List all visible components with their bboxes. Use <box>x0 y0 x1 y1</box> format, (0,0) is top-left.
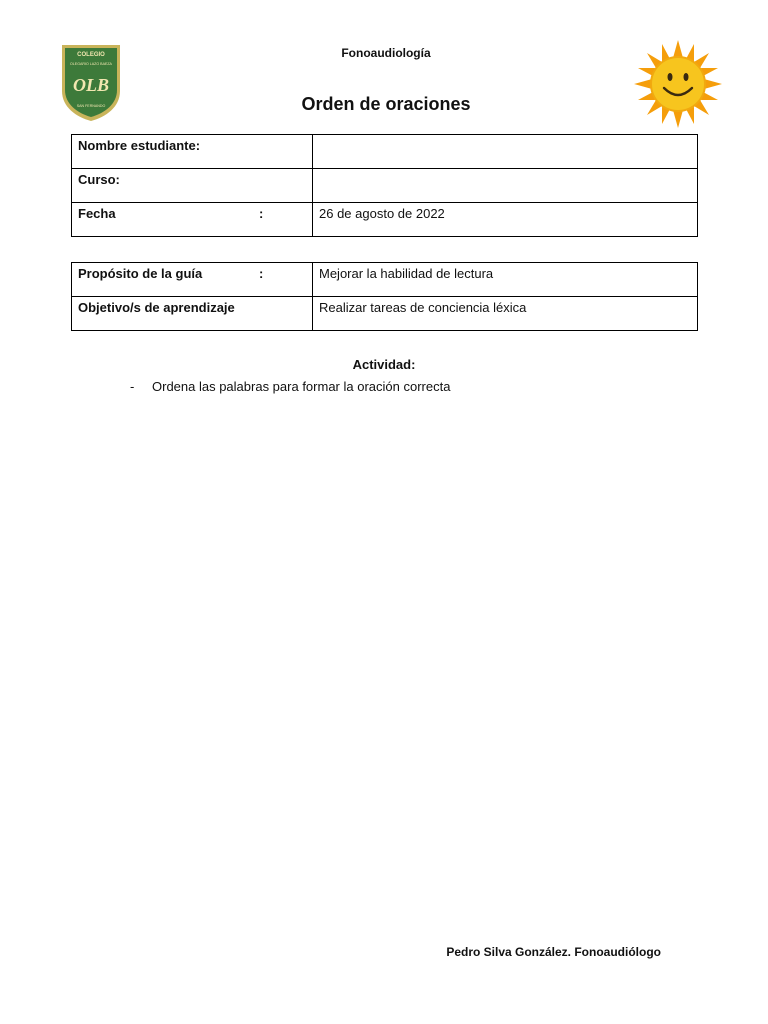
course-label <box>72 169 313 203</box>
bullet-dash: - <box>130 379 135 394</box>
guide-purpose-value: Mejorar la habilidad de lectura <box>313 263 698 297</box>
learning-objective-label <box>72 297 313 331</box>
row-colon: : <box>259 206 264 221</box>
activity-heading: Actividad: <box>352 357 416 372</box>
course-field[interactable] <box>313 169 698 203</box>
row-label: Propósito de la guía <box>78 266 203 281</box>
logo-monogram: OLB <box>73 75 109 95</box>
row-label: Nombre estudiante: <box>78 138 201 153</box>
learning-objective-value: Realizar tareas de conciencia léxica <box>313 297 698 331</box>
activity-instruction <box>130 379 450 394</box>
row-label: Objetivo/s de aprendizaje <box>78 300 235 315</box>
subject-heading: Fonoaudiología <box>341 46 431 60</box>
row-colon: : <box>259 266 264 281</box>
guide-purpose-label <box>72 263 313 297</box>
student-name-field[interactable] <box>313 135 698 169</box>
table-row <box>72 135 698 169</box>
student-info-table <box>71 134 698 237</box>
table-row <box>72 297 698 331</box>
table-row <box>72 263 698 297</box>
logo-school-city: SAN FERNANDO <box>76 104 106 108</box>
row-label: Fecha <box>78 206 116 221</box>
logo-school-name: OLEGARIO LAZO BAEZA <box>70 62 112 66</box>
student-name-label <box>72 135 313 169</box>
page-title: Orden de oraciones <box>301 94 471 114</box>
row-label: Curso: <box>78 172 120 187</box>
guide-info-table <box>71 262 698 331</box>
date-label <box>72 203 313 237</box>
logo-school-word: COLEGIO <box>77 52 105 58</box>
table-row <box>72 169 698 203</box>
footer-signature: Pedro Silva González. Fonoaudiólogo <box>446 945 661 959</box>
date-value: 26 de agosto de 2022 <box>313 203 698 237</box>
table-row <box>72 203 698 237</box>
instruction-text: Ordena las palabras para formar la oración correcta <box>152 379 451 394</box>
